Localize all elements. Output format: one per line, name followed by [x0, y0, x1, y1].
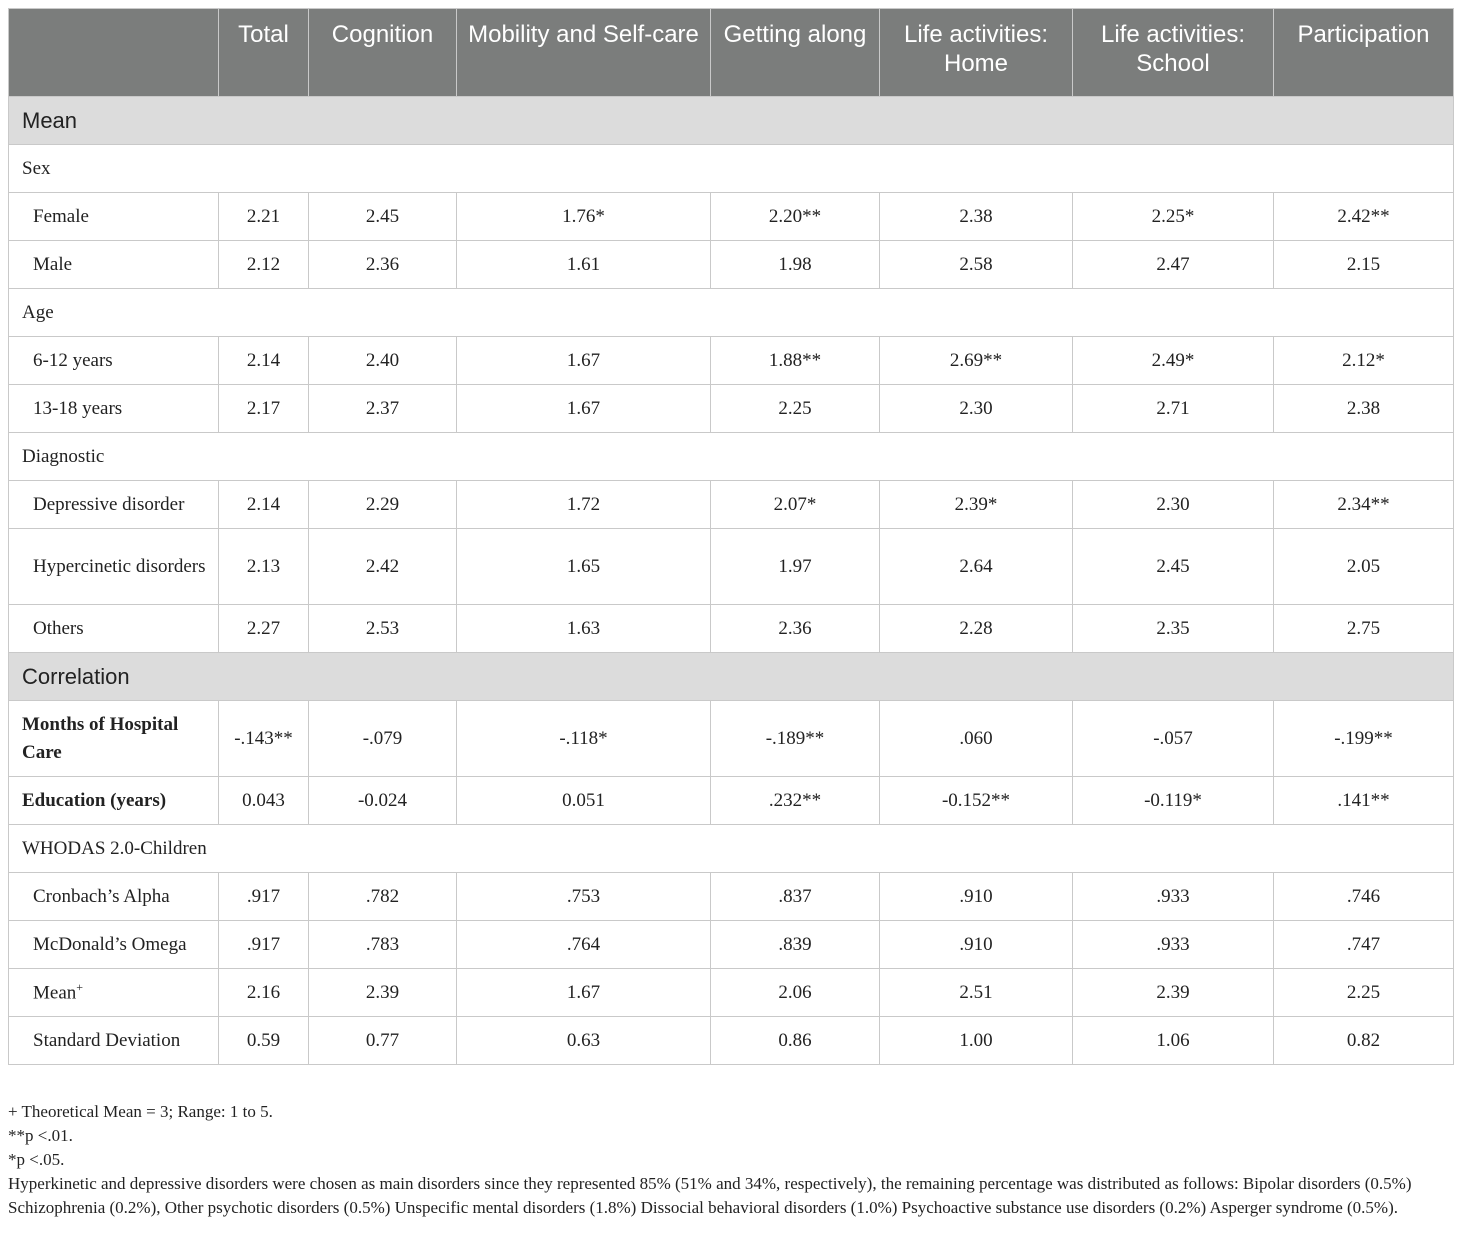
- header-cell-home: Life activities: Home: [880, 9, 1073, 97]
- table-cell: 0.77: [309, 1017, 457, 1065]
- table-cell: 2.71: [1073, 385, 1274, 433]
- row-label: 6-12 years: [33, 349, 113, 371]
- table-cell: -.118*: [457, 701, 711, 777]
- table-cell: 2.05: [1274, 529, 1454, 605]
- table-cell: 2.16: [219, 969, 309, 1017]
- results-table: [8, 8, 1454, 1065]
- header-cell-blank: [9, 9, 219, 97]
- group-row: [9, 433, 1454, 481]
- row-label-cell: [9, 529, 219, 605]
- table-cell: 1.65: [457, 529, 711, 605]
- header-row: [9, 9, 1454, 97]
- table-cell: .933: [1073, 873, 1274, 921]
- row-label-cell: [9, 193, 219, 241]
- table-cell: 0.86: [711, 1017, 880, 1065]
- row-label-cell: [9, 969, 219, 1017]
- row-label: Standard Deviation: [33, 1029, 181, 1051]
- table-cell: 0.82: [1274, 1017, 1454, 1065]
- table-cell: 2.69**: [880, 337, 1073, 385]
- row-label: Others: [33, 617, 84, 639]
- table-cell: 1.88**: [711, 337, 880, 385]
- table-cell: 1.76*: [457, 193, 711, 241]
- table-cell: 2.75: [1274, 605, 1454, 653]
- table-row: [9, 1017, 1454, 1065]
- footnote-disorders: Hyperkinetic and depressive disorders were chosen as main disorders since they represented 85% (51% and 34%, respectively), the remaining percentage was distributed as follows: Bipolar disorders (0.5%) Schizophrenia (0.2%), Other psychotic disorders (0.5%) Unspecific mental disorders (1.8%) Dissocial behavioral disorders (1.0%) Psychoactive substance use disorders (0.2%) Asperger syndrome (0.5%).: [8, 1174, 1412, 1217]
- table-row: [9, 385, 1454, 433]
- table-cell: 0.63: [457, 1017, 711, 1065]
- table-cell: 2.42**: [1274, 193, 1454, 241]
- group-row: [9, 825, 1454, 873]
- table-cell: 2.06: [711, 969, 880, 1017]
- table-row: [9, 969, 1454, 1017]
- table-cell: -.189**: [711, 701, 880, 777]
- table-cell: 2.58: [880, 241, 1073, 289]
- table-cell: 2.13: [219, 529, 309, 605]
- header-cell-mobility: Mobility and Self-care: [457, 9, 711, 97]
- table-cell: .764: [457, 921, 711, 969]
- table-cell: 2.51: [880, 969, 1073, 1017]
- table-cell: 2.39: [309, 969, 457, 1017]
- table-row: [9, 337, 1454, 385]
- footnote-theoretical-mean: + Theoretical Mean = 3; Range: 1 to 5.: [8, 1102, 273, 1121]
- table-cell: .839: [711, 921, 880, 969]
- table-cell: 2.25: [711, 385, 880, 433]
- header-cell-school: Life activities: School: [1073, 9, 1274, 97]
- table-cell: -.143**: [219, 701, 309, 777]
- table-cell: 2.20**: [711, 193, 880, 241]
- table-cell: 2.12: [219, 241, 309, 289]
- table-cell: 2.17: [219, 385, 309, 433]
- section-row: [9, 97, 1454, 145]
- table-cell: 2.47: [1073, 241, 1274, 289]
- table-cell: 2.38: [1274, 385, 1454, 433]
- section-title: Correlation: [9, 653, 1454, 701]
- table-cell: -0.152**: [880, 777, 1073, 825]
- table-cell: 2.14: [219, 481, 309, 529]
- table-row: [9, 605, 1454, 653]
- table-row: [9, 873, 1454, 921]
- row-label: Hypercinetic disorders: [33, 555, 206, 577]
- table-cell: 2.36: [309, 241, 457, 289]
- table-row: [9, 481, 1454, 529]
- table-cell: -.079: [309, 701, 457, 777]
- table-cell: .783: [309, 921, 457, 969]
- row-label: McDonald’s Omega: [33, 933, 187, 955]
- group-label: Age: [9, 289, 1454, 337]
- table-cell: 1.63: [457, 605, 711, 653]
- group-row: [9, 145, 1454, 193]
- table-cell: .910: [880, 921, 1073, 969]
- table-cell: .782: [309, 873, 457, 921]
- table-cell: 2.14: [219, 337, 309, 385]
- row-label-cell: [9, 1017, 219, 1065]
- table-cell: 2.42: [309, 529, 457, 605]
- table-row: [9, 921, 1454, 969]
- table-cell: -0.024: [309, 777, 457, 825]
- row-label: Male: [33, 253, 73, 275]
- table-cell: .232**: [711, 777, 880, 825]
- table-cell: 1.97: [711, 529, 880, 605]
- table-cell: .746: [1274, 873, 1454, 921]
- table-cell: 2.40: [309, 337, 457, 385]
- header-cell-participation: Participation: [1274, 9, 1454, 97]
- row-label-cell: [9, 241, 219, 289]
- table-cell: 2.25: [1274, 969, 1454, 1017]
- table-cell: 1.61: [457, 241, 711, 289]
- table-cell: 2.21: [219, 193, 309, 241]
- table-cell: 2.36: [711, 605, 880, 653]
- table-cell: 2.30: [1073, 481, 1274, 529]
- table-cell: 2.35: [1073, 605, 1274, 653]
- table-cell: .753: [457, 873, 711, 921]
- row-label-cell: [9, 701, 219, 777]
- row-label: Months of Hospital Care: [22, 713, 179, 763]
- table-cell: 2.53: [309, 605, 457, 653]
- table-cell: 2.45: [309, 193, 457, 241]
- table-body: [9, 97, 1454, 1065]
- table-footnotes: [8, 1100, 1454, 1220]
- table-cell: 1.72: [457, 481, 711, 529]
- table-row: [9, 777, 1454, 825]
- row-label-cell: [9, 921, 219, 969]
- table-cell: 0.051: [457, 777, 711, 825]
- row-label-superscript: +: [76, 980, 84, 995]
- row-label: 13-18 years: [33, 397, 123, 419]
- group-label: Diagnostic: [9, 433, 1454, 481]
- group-label: WHODAS 2.0-Children: [9, 825, 1454, 873]
- table-cell: 2.25*: [1073, 193, 1274, 241]
- table-cell: 1.67: [457, 385, 711, 433]
- table-cell: 1.00: [880, 1017, 1073, 1065]
- table-cell: 2.64: [880, 529, 1073, 605]
- header-cell-total: Total: [219, 9, 309, 97]
- table-cell: 2.12*: [1274, 337, 1454, 385]
- table-cell: .747: [1274, 921, 1454, 969]
- footnote-p01: **p <.01.: [8, 1126, 73, 1145]
- table-cell: 1.06: [1073, 1017, 1274, 1065]
- table-cell: -.199**: [1274, 701, 1454, 777]
- table-cell: 0.59: [219, 1017, 309, 1065]
- group-label: Sex: [9, 145, 1454, 193]
- row-label: Education (years): [22, 789, 167, 811]
- table-cell: 2.30: [880, 385, 1073, 433]
- section-title: Mean: [9, 97, 1454, 145]
- group-row: [9, 289, 1454, 337]
- table-cell: 1.67: [457, 969, 711, 1017]
- table-cell: 2.45: [1073, 529, 1274, 605]
- row-label-cell: [9, 385, 219, 433]
- table-cell: .141**: [1274, 777, 1454, 825]
- table-cell: 2.27: [219, 605, 309, 653]
- header-cell-cognition: Cognition: [309, 9, 457, 97]
- row-label-cell: [9, 873, 219, 921]
- table-cell: 2.37: [309, 385, 457, 433]
- table-cell: 2.39*: [880, 481, 1073, 529]
- row-label: Depressive disorder: [33, 493, 185, 515]
- row-label-cell: [9, 481, 219, 529]
- table-cell: .837: [711, 873, 880, 921]
- table-cell: 0.043: [219, 777, 309, 825]
- table-cell: 1.98: [711, 241, 880, 289]
- table-row: [9, 529, 1454, 605]
- section-row: [9, 653, 1454, 701]
- row-label-cell: [9, 337, 219, 385]
- results-table-container: [8, 8, 1453, 1065]
- row-label-cell: [9, 605, 219, 653]
- header-cell-getting-along: Getting along: [711, 9, 880, 97]
- table-cell: .060: [880, 701, 1073, 777]
- footnote-p05: *p <.05.: [8, 1150, 65, 1169]
- table-cell: 2.34**: [1274, 481, 1454, 529]
- row-label: Female: [33, 205, 89, 227]
- table-row: [9, 241, 1454, 289]
- table-cell: 2.07*: [711, 481, 880, 529]
- row-label-cell: [9, 777, 219, 825]
- table-cell: 2.15: [1274, 241, 1454, 289]
- table-row: [9, 193, 1454, 241]
- table-cell: 2.39: [1073, 969, 1274, 1017]
- table-cell: 2.38: [880, 193, 1073, 241]
- row-label: Cronbach’s Alpha: [33, 885, 170, 907]
- table-cell: 1.67: [457, 337, 711, 385]
- table-cell: -.057: [1073, 701, 1274, 777]
- table-cell: 2.29: [309, 481, 457, 529]
- table-cell: 2.49*: [1073, 337, 1274, 385]
- table-cell: .910: [880, 873, 1073, 921]
- table-cell: .917: [219, 921, 309, 969]
- row-label: Mean: [33, 982, 77, 1004]
- table-cell: 2.28: [880, 605, 1073, 653]
- table-row: [9, 701, 1454, 777]
- table-cell: .933: [1073, 921, 1274, 969]
- table-cell: .917: [219, 873, 309, 921]
- table-cell: -0.119*: [1073, 777, 1274, 825]
